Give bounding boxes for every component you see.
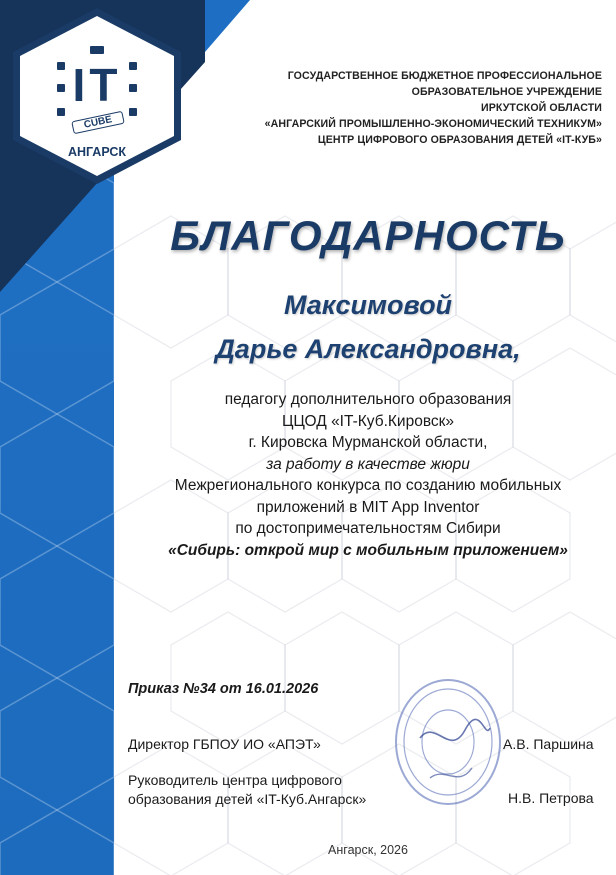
head-title (128, 771, 366, 809)
org-line: ЦЕНТР ЦИФРОВОГО ОБРАЗОВАНИЯ ДЕТЕЙ «IT-КУБ» (317, 134, 602, 146)
certificate-body (120, 389, 616, 561)
city-year: Ангарск, 2026 (328, 843, 408, 857)
certificate-title: БЛАГОДАРНОСТЬ (170, 212, 566, 259)
org-line: ОБРАЗОВАТЕЛЬНОЕ УЧРЕЖДЕНИЕ (411, 86, 602, 98)
org-line: ГОСУДАРСТВЕННОЕ БЮДЖЕТНОЕ ПРОФЕССИОНАЛЬНОЕ (287, 70, 602, 82)
body-line: г. Кировска Мурманской области, (248, 434, 488, 451)
org-line: «АНГАРСКИЙ ПРОМЫШЛЕННО-ЭКОНОМИЧЕСКИЙ ТЕХНИКУМ» (264, 118, 602, 130)
head-name: Н.В. Петрова (508, 790, 594, 806)
body-line: Межрегионального конкурса по созданию мобильных (174, 477, 562, 494)
organization-header (200, 68, 602, 148)
head-title-line: Руководитель центра цифрового (128, 772, 342, 788)
logo-city-text: АНГАРСК (67, 145, 127, 159)
logo-it-text: IT (72, 59, 122, 111)
head-title-line: образования детей «IT-Куб.Ангарск» (128, 791, 367, 807)
logo-cube-text: CUBE (71, 111, 125, 135)
body-line: приложений в MIT App Inventor (256, 498, 480, 516)
order-number: Приказ №34 от 16.01.2026 (128, 681, 319, 697)
blue-diagonal-accent (205, 0, 250, 52)
recipient-surname: Максимовой (283, 290, 453, 320)
body-line: ЦЦОД «IT-Куб.Кировск» (281, 412, 455, 430)
body-line: педагогу дополнительного образования (224, 391, 512, 408)
body-line: по достопримечательностям Сибири (235, 520, 501, 537)
body-line: за работу в качестве жюри (266, 455, 470, 473)
director-title: Директор ГБПОУ ИО «АПЭТ» (128, 736, 321, 752)
org-line: ИРКУТСКОЙ ОБЛАСТИ (481, 102, 602, 114)
director-name: А.В. Паршина (503, 736, 594, 752)
recipient-name: Дарье Александровна, (215, 334, 521, 364)
official-stamp (390, 668, 510, 818)
contest-name: «Сибирь: открой мир с мобильным приложением» (168, 541, 568, 559)
